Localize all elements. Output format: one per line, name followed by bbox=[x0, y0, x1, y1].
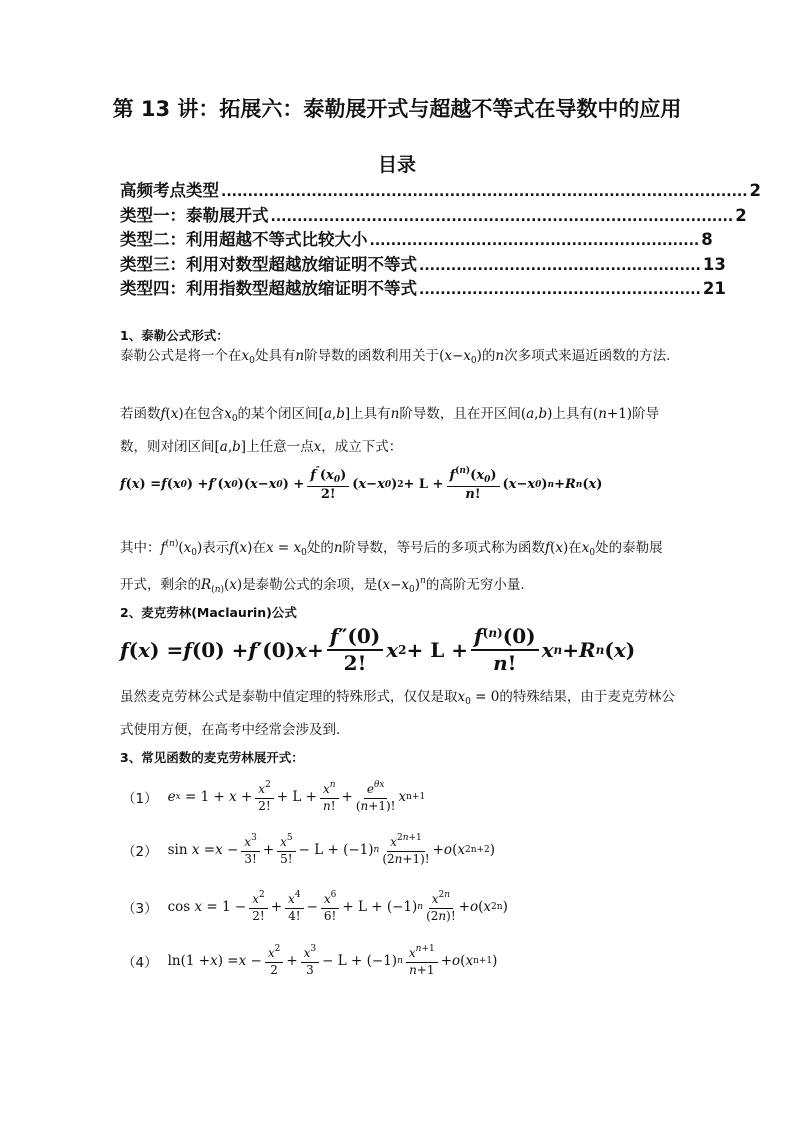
taylor-formula: f ( x ) = f ( x 0 ) + f ′ ( x 0 )( x − x 0 ) + $\frac{f''(x_0)}{2!}$ ( x − x 0 ) 2 + L + $\frac{f^{(n)}(x_0)}{n!}$ ( x − x 0 ) n + R n ( x ) bbox=[120, 466, 603, 503]
paragraph: 泰勒公式是将一个在$x_0$处具有n阶导数的函数利用关于$(x-x_0)$的n次多项式来逼近函数的方法. bbox=[120, 348, 671, 366]
section-heading: 1、泰勒公式形式： bbox=[120, 328, 229, 343]
paragraph: 若函数f(x)在包含$x_0$的某个闭区间[a,b]上具有n阶导数，且在开区间(a,b)上具有(n+1)阶导数，则对闭区间[a,b]上任意一点x，成立下式： bbox=[120, 406, 660, 455]
paragraph: 其中：$f^{(n)}(x_0)$表示f(x)在$x = x_0$处的n阶导数，等号后的多项式称为函数f(x)在$x_0$处的泰勒展开式，剩余的$R_{(n)}(x)$是泰勒公式的余项，是$(x-x_0)^n$的高阶无穷小量. bbox=[120, 539, 663, 595]
table-of-contents bbox=[120, 177, 762, 300]
ln-series: （4） ln(1 + x ) = x − $\frac{x^2}{2}$ + $\frac{x^3}{3}$ − L + (−1) n $\frac{x^{n+1}}{n+1}$ + o ( x n+1 ) bbox=[122, 944, 498, 977]
toc-heading: 目录 bbox=[377, 154, 416, 176]
section-heading: 2、麦克劳林(Maclaurin)公式 bbox=[120, 605, 297, 620]
exp-series: （1） e x = 1 + x + $\frac{x^2}{2!}$ + L + $\frac{x^n}{n!}$ + $\frac{e^{\theta x}}{(n+1)!}$ x n+1 bbox=[122, 780, 426, 813]
toc-item[interactable]: 类型二：利用超越不等式比较大小 .............................................................. 8 bbox=[120, 230, 713, 249]
page-title: 第 13 讲：拓展六：泰勒展开式与超越不等式在导数中的应用 bbox=[112, 97, 682, 121]
toc-item[interactable]: 类型三：利用对数型超越放缩证明不等式 ..................................................... 13 bbox=[120, 254, 726, 274]
sin-series: （2） sin x = x − $\frac{x^3}{3!}$ + $\frac{x^5}{5!}$ − L + (−1) n $\frac{x^{2n+1}}{(2n+1)!}$ + o ( x 2n+2 ) bbox=[122, 833, 496, 866]
section-heading: 3、常见函数的麦克劳林展开式： bbox=[120, 750, 304, 765]
toc-item[interactable]: 类型四：利用指数型超越放缩证明不等式 ..................................................... 21 bbox=[120, 279, 726, 298]
cos-series: （3） cos x = 1 − $\frac{x^2}{2!}$ + $\frac{x^4}{4!}$ − $\frac{x^6}{6!}$ + L + (−1) n $\frac{x^{2n}}{(2n)!}$ + o ( x 2n ) bbox=[122, 890, 508, 923]
toc-item[interactable]: 类型一：泰勒展开式 ....................................................................................... 2 bbox=[120, 205, 747, 225]
maclaurin-formula: f ( x ) = f (0) + f ′ (0) x + $\frac{f''(0)}{2!}$ x 2 + L + $\frac{f^{(n)}(0)}{n!}$ x n + R n ( x ) bbox=[120, 624, 636, 675]
toc-item[interactable]: 高频考点类型 ................................................................................................... 2 bbox=[120, 181, 762, 200]
paragraph: 虽然麦克劳林公式是泰勒中值定理的特殊形式，仅仅是取$x_0 = 0$的特殊结果，由于麦克劳林公式使用方便，在高考中经常会涉及到. bbox=[120, 689, 675, 738]
